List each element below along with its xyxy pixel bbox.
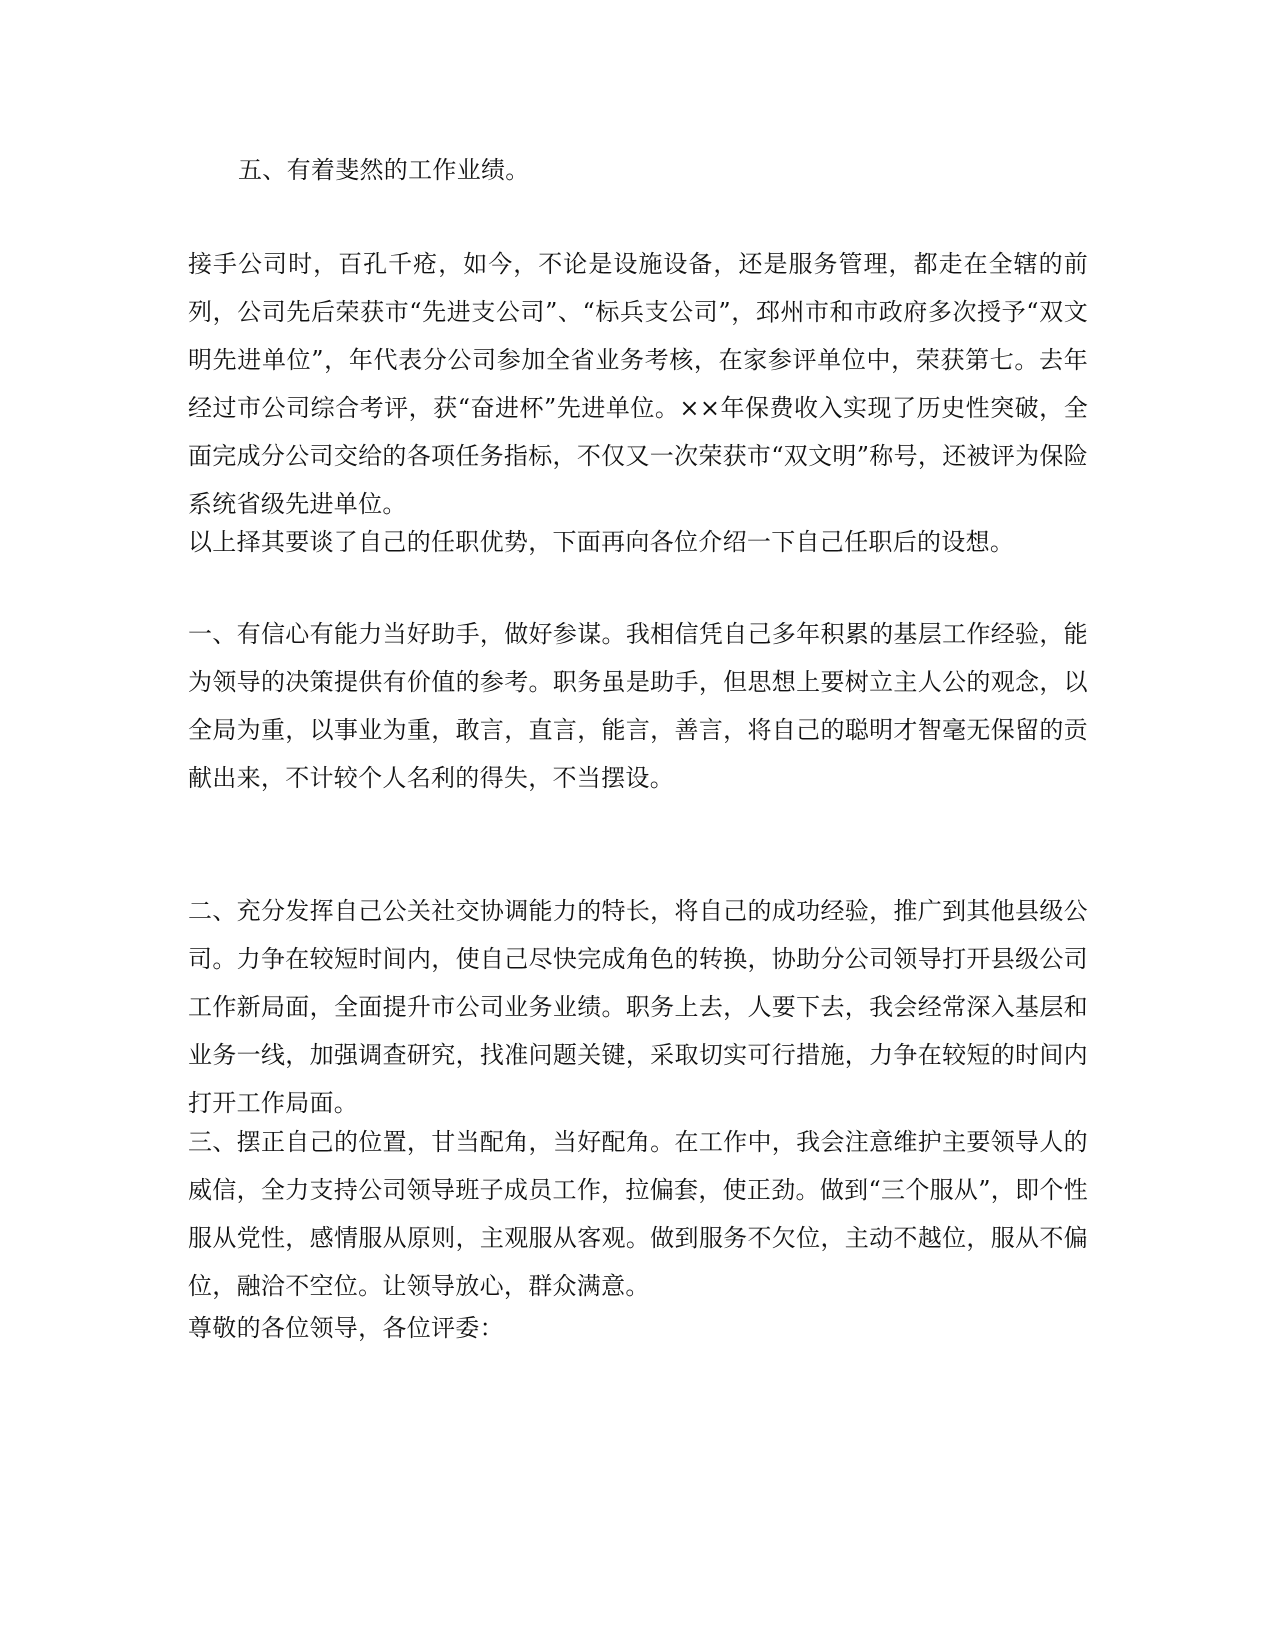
- plan-two-paragraph: 二、充分发挥自己公关社交协调能力的特长，将自己的成功经验，推广到其他县级公司。力争在较短时间内，使自己尽快完成角色的转换，协助分公司领导打开县级公司工作新局面，全面提升市公司业务业绩。职务上去，人要下去，我会经常深入基层和业务一线，加强调查研究，找准问题关键，采取切实可行措施，力争在较短的时间内打开工作局面。: [188, 897, 1088, 1117]
- transition-line: 以上择其要谈了自己的任职优势，下面再向各位介绍一下自己任职后的设想。: [188, 528, 1015, 556]
- plan-three-paragraph: 三、摆正自己的位置，甘当配角，当好配角。在工作中，我会注意维护主要领导人的威信，全力支持公司领导班子成员工作，拉偏套，使正劲。做到“三个服从”，即个性服从党性，感情服从原则，主观服从客观。做到服务不欠位，主动不越位，服从不偏位，融洽不空位。让领导放心，群众满意。: [188, 1128, 1088, 1300]
- plan-one-paragraph: 一、有信心有能力当好助手，做好参谋。我相信凭自己多年积累的基层工作经验，能为领导的决策提供有价值的参考。职务虽是助手，但思想上要树立主人公的观念，以全局为重，以事业为重，敢言，直言，能言，善言，将自己的聪明才智毫无保留的贡献出来，不计较个人名利的得失，不当摆设。: [188, 620, 1088, 792]
- section-heading: 五、有着斐然的工作业绩。: [238, 156, 530, 184]
- closing-salutation: 尊敬的各位领导，各位评委：: [188, 1314, 504, 1342]
- paragraph-achievements: 接手公司时，百孔千疮，如今，不论是设施设备，还是服务管理，都走在全辖的前列，公司先后荣获市“先进支公司”、“标兵支公司”，邳州市和市政府多次授予“双文明先进单位”，年代表分公司参加全省业务考核，在家参评单位中，荣获第七。去年经过市公司综合考评，获“奋进杯”先进单位。××年保费收入实现了历史性突破，全面完成分公司交给的各项任务指标，不仅又一次荣获市“双文明”称号，还被评为保险系统省级先进单位。: [188, 250, 1088, 518]
